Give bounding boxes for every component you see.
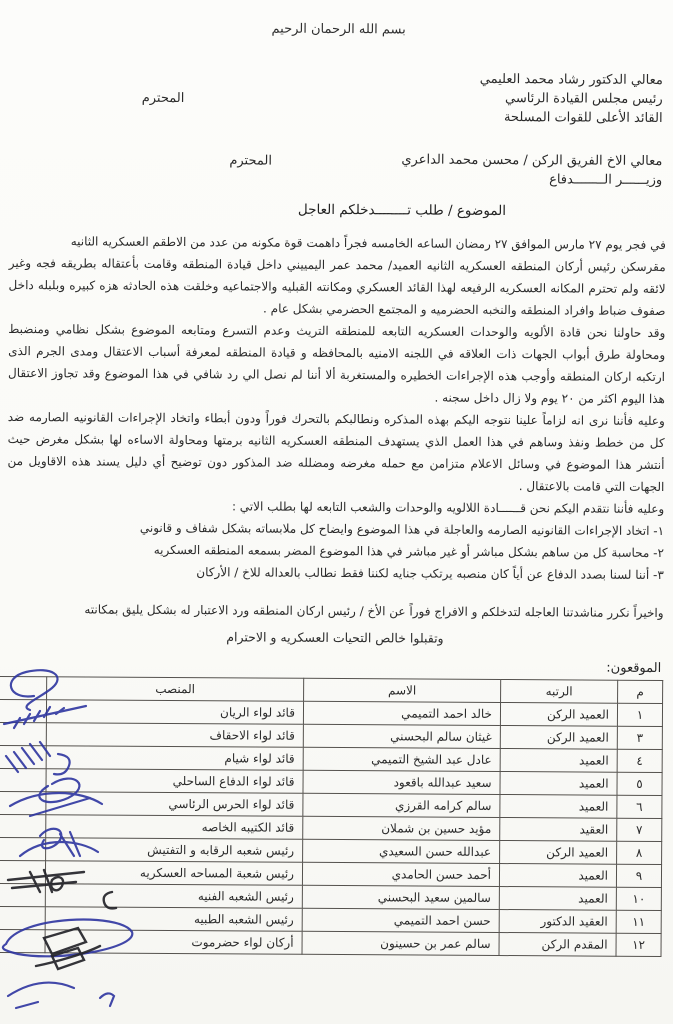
cell-rank: العميد الركن bbox=[500, 841, 617, 865]
cell-rank: العميد الركن bbox=[500, 703, 617, 727]
recipient-name: معالي الاخ الفريق الركن / محسن محمد الداعري bbox=[401, 152, 663, 169]
cell-rank: العميد bbox=[499, 864, 616, 888]
paragraph-incident-1: في فجر يوم ٢٧ مارس الموافق ٢٧ رمضان الساعه الخامسه فجراً داهمت قوة مكونه من عدد من الاطقم العسكريه الثانيه bbox=[70, 234, 666, 253]
recipient-name: معالي الدكتور رشاد محمد العليمي bbox=[479, 71, 663, 88]
cell-name: سالم عمر بن حسينون bbox=[302, 931, 499, 955]
cell-position: رئيس شعبه الرقابه و التفتيش bbox=[46, 838, 303, 863]
cell-signature-space bbox=[0, 745, 46, 769]
cell-position: قائد لواء الحرس الرئاسي bbox=[46, 792, 303, 817]
recipient-block-minister bbox=[1, 148, 673, 190]
cell-signature-space bbox=[0, 929, 45, 953]
cell-signature-space bbox=[0, 837, 46, 861]
paragraph-demand: وعليه فأننا نرى انه لزاماً علينا نتوجه اليكم بهذه المذكره ونطالبكم بالتحرك فوراً ودون أبطاء واتخاد الإجراءات القانونيه الصارمه ضد كل من خطط ونفذ وساهم في هذا العمل الذي يستهدف المنطقه العسكريه الثانيه برمتها ومحاولة الاساءه لها بشكل مغرض حيث أنتشر هذا الموضوع في وسائل الاعلام متزامن مع حمله مغرضه ومضلله ضد المذكور دون توضيح أي دليل يسند هذه الاقاويل من الجهات التي قامت بالاعتقال . bbox=[7, 409, 665, 495]
cell-position: قائد لواء شيام bbox=[46, 746, 303, 771]
cell-name: سالم كرامه القرزي bbox=[303, 793, 500, 817]
honorific-label: المحترم bbox=[141, 90, 185, 107]
cell-rank: العميد bbox=[499, 887, 616, 911]
header-name: الاسم bbox=[304, 678, 501, 702]
cell-number: ٣ bbox=[617, 726, 662, 749]
cell-number: ٥ bbox=[617, 772, 662, 795]
cell-rank: العميد الركن bbox=[500, 726, 617, 750]
cell-name: سعيد عبدالله باقعود bbox=[303, 770, 500, 794]
cell-position: قائد لواء الريان bbox=[46, 700, 303, 725]
cell-signature-space bbox=[0, 883, 45, 907]
cell-signature-space bbox=[0, 906, 45, 930]
header-rank: الرتبه bbox=[501, 680, 618, 704]
cell-name: أحمد حسن الحامدي bbox=[302, 862, 499, 886]
cell-signature-space bbox=[0, 814, 46, 838]
recipient-title-2: القائد الأعلى للقوات المسلحة bbox=[503, 110, 663, 126]
cell-position: قائد الكتيبه الخاصه bbox=[46, 815, 303, 840]
subject-line: الموضوع / طلب تــــــــدخلكم العاجل bbox=[297, 201, 507, 220]
cell-rank: العقيد الدكتور bbox=[499, 910, 616, 934]
cell-name: عبدالله حسن السعيدي bbox=[303, 839, 500, 863]
cell-number: ٤ bbox=[617, 749, 662, 772]
honorific-label: المحترم bbox=[229, 153, 273, 169]
cell-number: ١١ bbox=[616, 910, 661, 933]
cell-name: حسن احمد التميمي bbox=[302, 908, 499, 932]
cell-rank: العقيد bbox=[500, 818, 617, 842]
cell-rank: العميد bbox=[500, 772, 617, 796]
signers-table bbox=[0, 676, 663, 957]
cell-number: ٨ bbox=[617, 841, 662, 864]
cell-number: ٦ bbox=[617, 795, 662, 818]
cell-rank: العميد bbox=[500, 795, 617, 819]
cell-number: ١٢ bbox=[616, 933, 661, 956]
cell-name: عادل عبد الشيخ التميمي bbox=[303, 747, 500, 771]
salutation-line: وتقبلوا خالص التحيات العسكريه و الاحترام bbox=[226, 629, 444, 646]
cell-position: قائد لواء الدفاع الساحلي bbox=[46, 769, 303, 794]
cell-position: قائد لواء الاحقاف bbox=[46, 723, 303, 748]
cell-signature-space bbox=[0, 722, 46, 746]
cell-number: ١ bbox=[617, 703, 662, 726]
paragraph-closing: واخيراً نكرر مناشدتنا العاجله لتدخلكم و الافراج فوراً عن الأخ / رئيس اركان المنطقه ورد الاعتبار له بشكل يليق بمكانته bbox=[84, 602, 664, 621]
recipient-block-president bbox=[2, 67, 673, 128]
basmala-line: بسم الله الرحمان الرحيم bbox=[271, 21, 406, 38]
cell-name: خالد احمد التميمي bbox=[303, 701, 500, 725]
cell-rank: المقدم الركن bbox=[499, 933, 616, 957]
recipient-title-1: رئيس مجلس القيادة الرئاسي bbox=[504, 91, 663, 107]
header-position: المنصب bbox=[47, 677, 304, 702]
paragraph-efforts: وقد حاولنا نحن قادة الألويه والوحدات العسكريه التابعه للمنطقه التريث وعدم التسرع ومتابعه الموضوع بشكل نظامي ومنضبط ومحاولة طرق أبواب الجهات ذات العلاقه في اللجنه الامنيه بالمحافظه و قيادة المنطقه لمعرفة أسباب الاعتقال ومدى الجرم الذى ارتكبه اركان المنطقه وأوجب هذه الإجراءات الخطيره والمستغربة ألا أننا لم نصل الي رد شافي في هذا الموضوع وقد تجاوز الاعتقال هذا اليوم اكثر من ٢٠ يوم ولا زال داخل سجنه . bbox=[8, 321, 666, 407]
cell-position: رئيس الشعبه الطبيه bbox=[45, 907, 302, 932]
header-number: م bbox=[618, 680, 663, 703]
cell-signature-space bbox=[0, 860, 46, 884]
cell-position: رئيس الشعبه الفنيه bbox=[45, 884, 302, 909]
recipient-title-1: وزيــــــر الــــــــدفاع bbox=[549, 172, 663, 188]
request-item-2: ٢- محاسبة كل من ساهم بشكل مباشر أو غير مباشر في هذا الموضوع المضر بسمعه المنطقه العسكريه bbox=[153, 542, 665, 561]
cell-position: أركان لواء حضرموت bbox=[45, 930, 302, 955]
cell-signature-space bbox=[0, 768, 46, 792]
cell-position: رئيس شعبة المساحه العسكريه bbox=[45, 861, 302, 886]
paragraph-incident-2: مقرسكن رئيس أركان المنطقه العسكريه الثانيه العميد/ محمد عمر اليمييني داخل قيادة المنطقه وقامت بأعتقاله بطريقه فجه وغير لائقه ولم تحترم المكانه العسكريه الرفيعه لهذا القائد العسكري ومكانته القبليه والاجتماعيه وخلقت هذه الحادثه هزه كبيره وبلبله داخل صفوف ضباط وافراد المنطقه والنخبه الحضرميه و المجتمع الحضرمي بشكل عام . bbox=[8, 255, 666, 319]
paragraph-requests-intro: وعليه فأننا نتقدم اليكم نحن قــــــادة اللالويه والوحدات والشعب التابعه لها بطلب الاتي : bbox=[231, 499, 665, 517]
signers-label: الموقعون: bbox=[606, 660, 662, 676]
table-row bbox=[0, 929, 661, 956]
cell-signature-space bbox=[0, 791, 46, 815]
cell-name: غيثان سالم البحسني bbox=[303, 724, 500, 748]
request-item-1: ١- اتخاد الإجراءات القانونيه الصارمه والعاجلة في هذا الموضوع وايضاح كل ملابساته بشكل شفاف و قانوني bbox=[139, 520, 665, 539]
cell-number: ١٠ bbox=[616, 887, 661, 910]
cell-number: ٧ bbox=[617, 818, 662, 841]
request-item-3: ٣- أننا لسنا بصدد الدفاع عن أياً كان منصبه يرتكب جنايه لكننا فقط نطالب بالعداله للاخ / الأركان bbox=[196, 565, 664, 583]
cell-signature-space bbox=[0, 699, 47, 723]
letter-body bbox=[7, 230, 666, 624]
cell-rank: العميد bbox=[500, 749, 617, 773]
cell-name: سالمين سعيد البحسني bbox=[302, 885, 499, 909]
cell-number: ٩ bbox=[616, 864, 661, 887]
cell-name: مؤيد حسين بن شملان bbox=[303, 816, 500, 840]
header-signature-space bbox=[0, 676, 47, 700]
